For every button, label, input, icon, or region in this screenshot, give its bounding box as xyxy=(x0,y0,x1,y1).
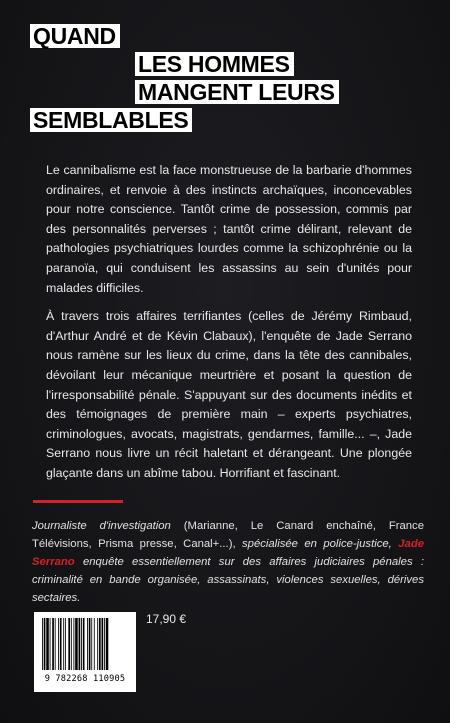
title-line-3: MANGENT LEURS xyxy=(30,80,430,105)
bio-description: enquête essentiellement sur des affaires judiciaires pénales : criminalité en bande organisée, assassinats, violences sexuelles, dérives sectaires. xyxy=(32,556,424,604)
barcode-bars xyxy=(40,618,130,672)
bio-outlets: (Marianne, Le Canard enchaîné, France Télévisions, Prisma presse, Canal+...), xyxy=(32,520,424,550)
bio-specialty: spécialisée en police-justice, xyxy=(242,538,392,550)
price: 17,90 € xyxy=(146,612,187,626)
barcode xyxy=(34,612,136,692)
blurb-paragraph-1: Le cannibalisme est la face monstrueuse de la barbarie d'hommes ordinaires, et renvoie à des instincts archaïques, inconcevables pour notre conscience. Tantôt crime de possession, commis par des personnalités perverses ; tantôt crime délirant, relevant de pathologies psychiatriques lourdes comme la schizophrénie ou la paranoïa, qui conduisent les assassins au sein d'unités pour malades difficiles. xyxy=(46,163,412,295)
title-line-4: SEMBLABLES xyxy=(30,108,430,133)
author-name: Jade Serrano xyxy=(32,538,425,568)
blurb-paragraph-2: À travers trois affaires terrifiantes (celles de Jérémy Rimbaud, d'Arthur André et de Kévin Clabaux), l'enquête de Jade Serrano nous ramène sur les lieux du crime, dans la tête des cannibales, dévoilant leur mécanique meurtrière et posant la question de l'irresponsabilité pénale. S'appuyant sur des documents inédits et des témoignages de première main – experts psychiatres, criminologues, avocats, magistrats, gendarmes, famille... –, Jade Serrano nous livre un récit haletant et dérangeant. Une plongée glaçante dans un abîme tabou. Horrifiant et fascinant. xyxy=(46,309,412,480)
title-line-1: QUAND xyxy=(30,24,430,49)
book-title xyxy=(30,24,430,136)
red-divider xyxy=(33,500,123,503)
isbn-number: 9 782268 110905 xyxy=(44,674,126,684)
blurb xyxy=(46,161,412,493)
bio-role: Journaliste d'investigation xyxy=(32,520,171,532)
title-line-2: LES HOMMES xyxy=(30,52,430,77)
author-bio xyxy=(32,517,424,607)
